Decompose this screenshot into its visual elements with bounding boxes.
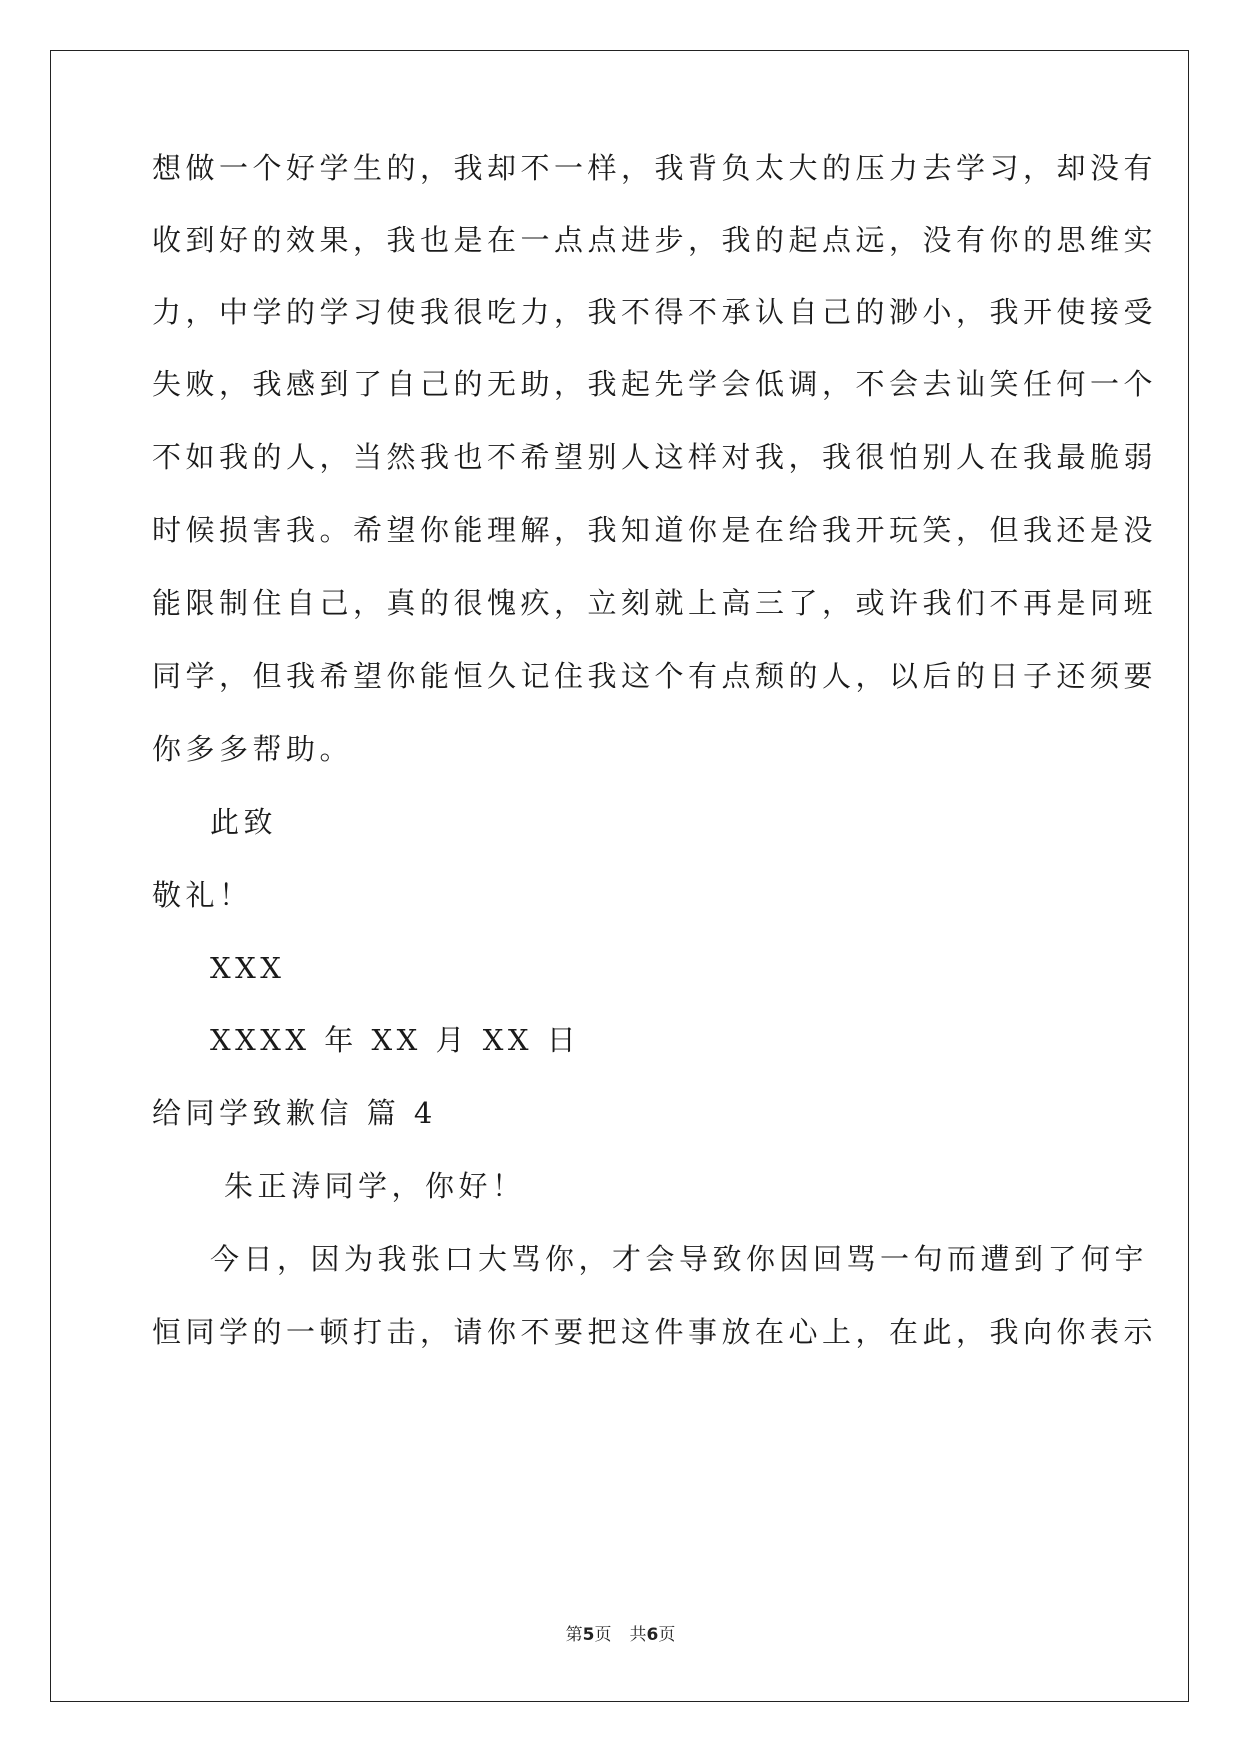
- footer-total-prefix: 共: [629, 1625, 647, 1645]
- paragraph-line: 时候损害我。希望你能理解，我知道你是在给我开玩笑，但我还是没: [152, 513, 1158, 547]
- page-footer: [0, 1620, 1241, 1645]
- paragraph-line: 同学，但我希望你能恒久记住我这个有点颓的人，以后的日子还须要: [152, 659, 1158, 693]
- paragraph-line: 能限制住自己，真的很愧疚，立刻就上高三了，或许我们不再是同班: [152, 586, 1158, 620]
- paragraph-line: 你多多帮助。: [152, 732, 354, 766]
- closing-cizhi: 此致: [210, 805, 278, 839]
- footer-page-number: 5: [582, 1625, 595, 1645]
- paragraph-line: 力，中学的学习使我很吃力，我不得不承认自己的渺小，我开使接受: [152, 295, 1158, 329]
- closing-jingli: 敬礼！: [152, 878, 253, 912]
- paragraph-line: 今日，因为我张口大骂你，才会导致你因回骂一句而遭到了何宇: [210, 1242, 1149, 1276]
- paragraph-line: 收到好的效果，我也是在一点点进步，我的起点远，没有你的思维实: [152, 223, 1158, 257]
- paragraph-line: 恒同学的一顿打击，请你不要把这件事放在心上，在此，我向你表示: [152, 1315, 1158, 1349]
- footer-total-pages: 6: [646, 1625, 659, 1645]
- paragraph-line: 失败，我感到了自己的无助，我起先学会低调，不会去讪笑任何一个: [152, 367, 1158, 401]
- paragraph-line: 不如我的人，当然我也不希望别人这样对我，我很怕别人在我最脆弱: [152, 440, 1158, 474]
- paragraph-line: 想做一个好学生的，我却不一样，我背负太大的压力去学习，却没有: [152, 151, 1158, 185]
- signature: XXX: [210, 951, 286, 985]
- section-title: 给同学致歉信 篇 4: [152, 1096, 437, 1130]
- footer-page-suffix: 页: [594, 1625, 612, 1645]
- footer-total-suffix: 页: [658, 1625, 676, 1645]
- footer-prefix: 第: [565, 1625, 583, 1645]
- date: XXXX 年 XX 月 XX 日: [210, 1023, 581, 1057]
- greeting: 朱正涛同学，你好！: [224, 1169, 526, 1203]
